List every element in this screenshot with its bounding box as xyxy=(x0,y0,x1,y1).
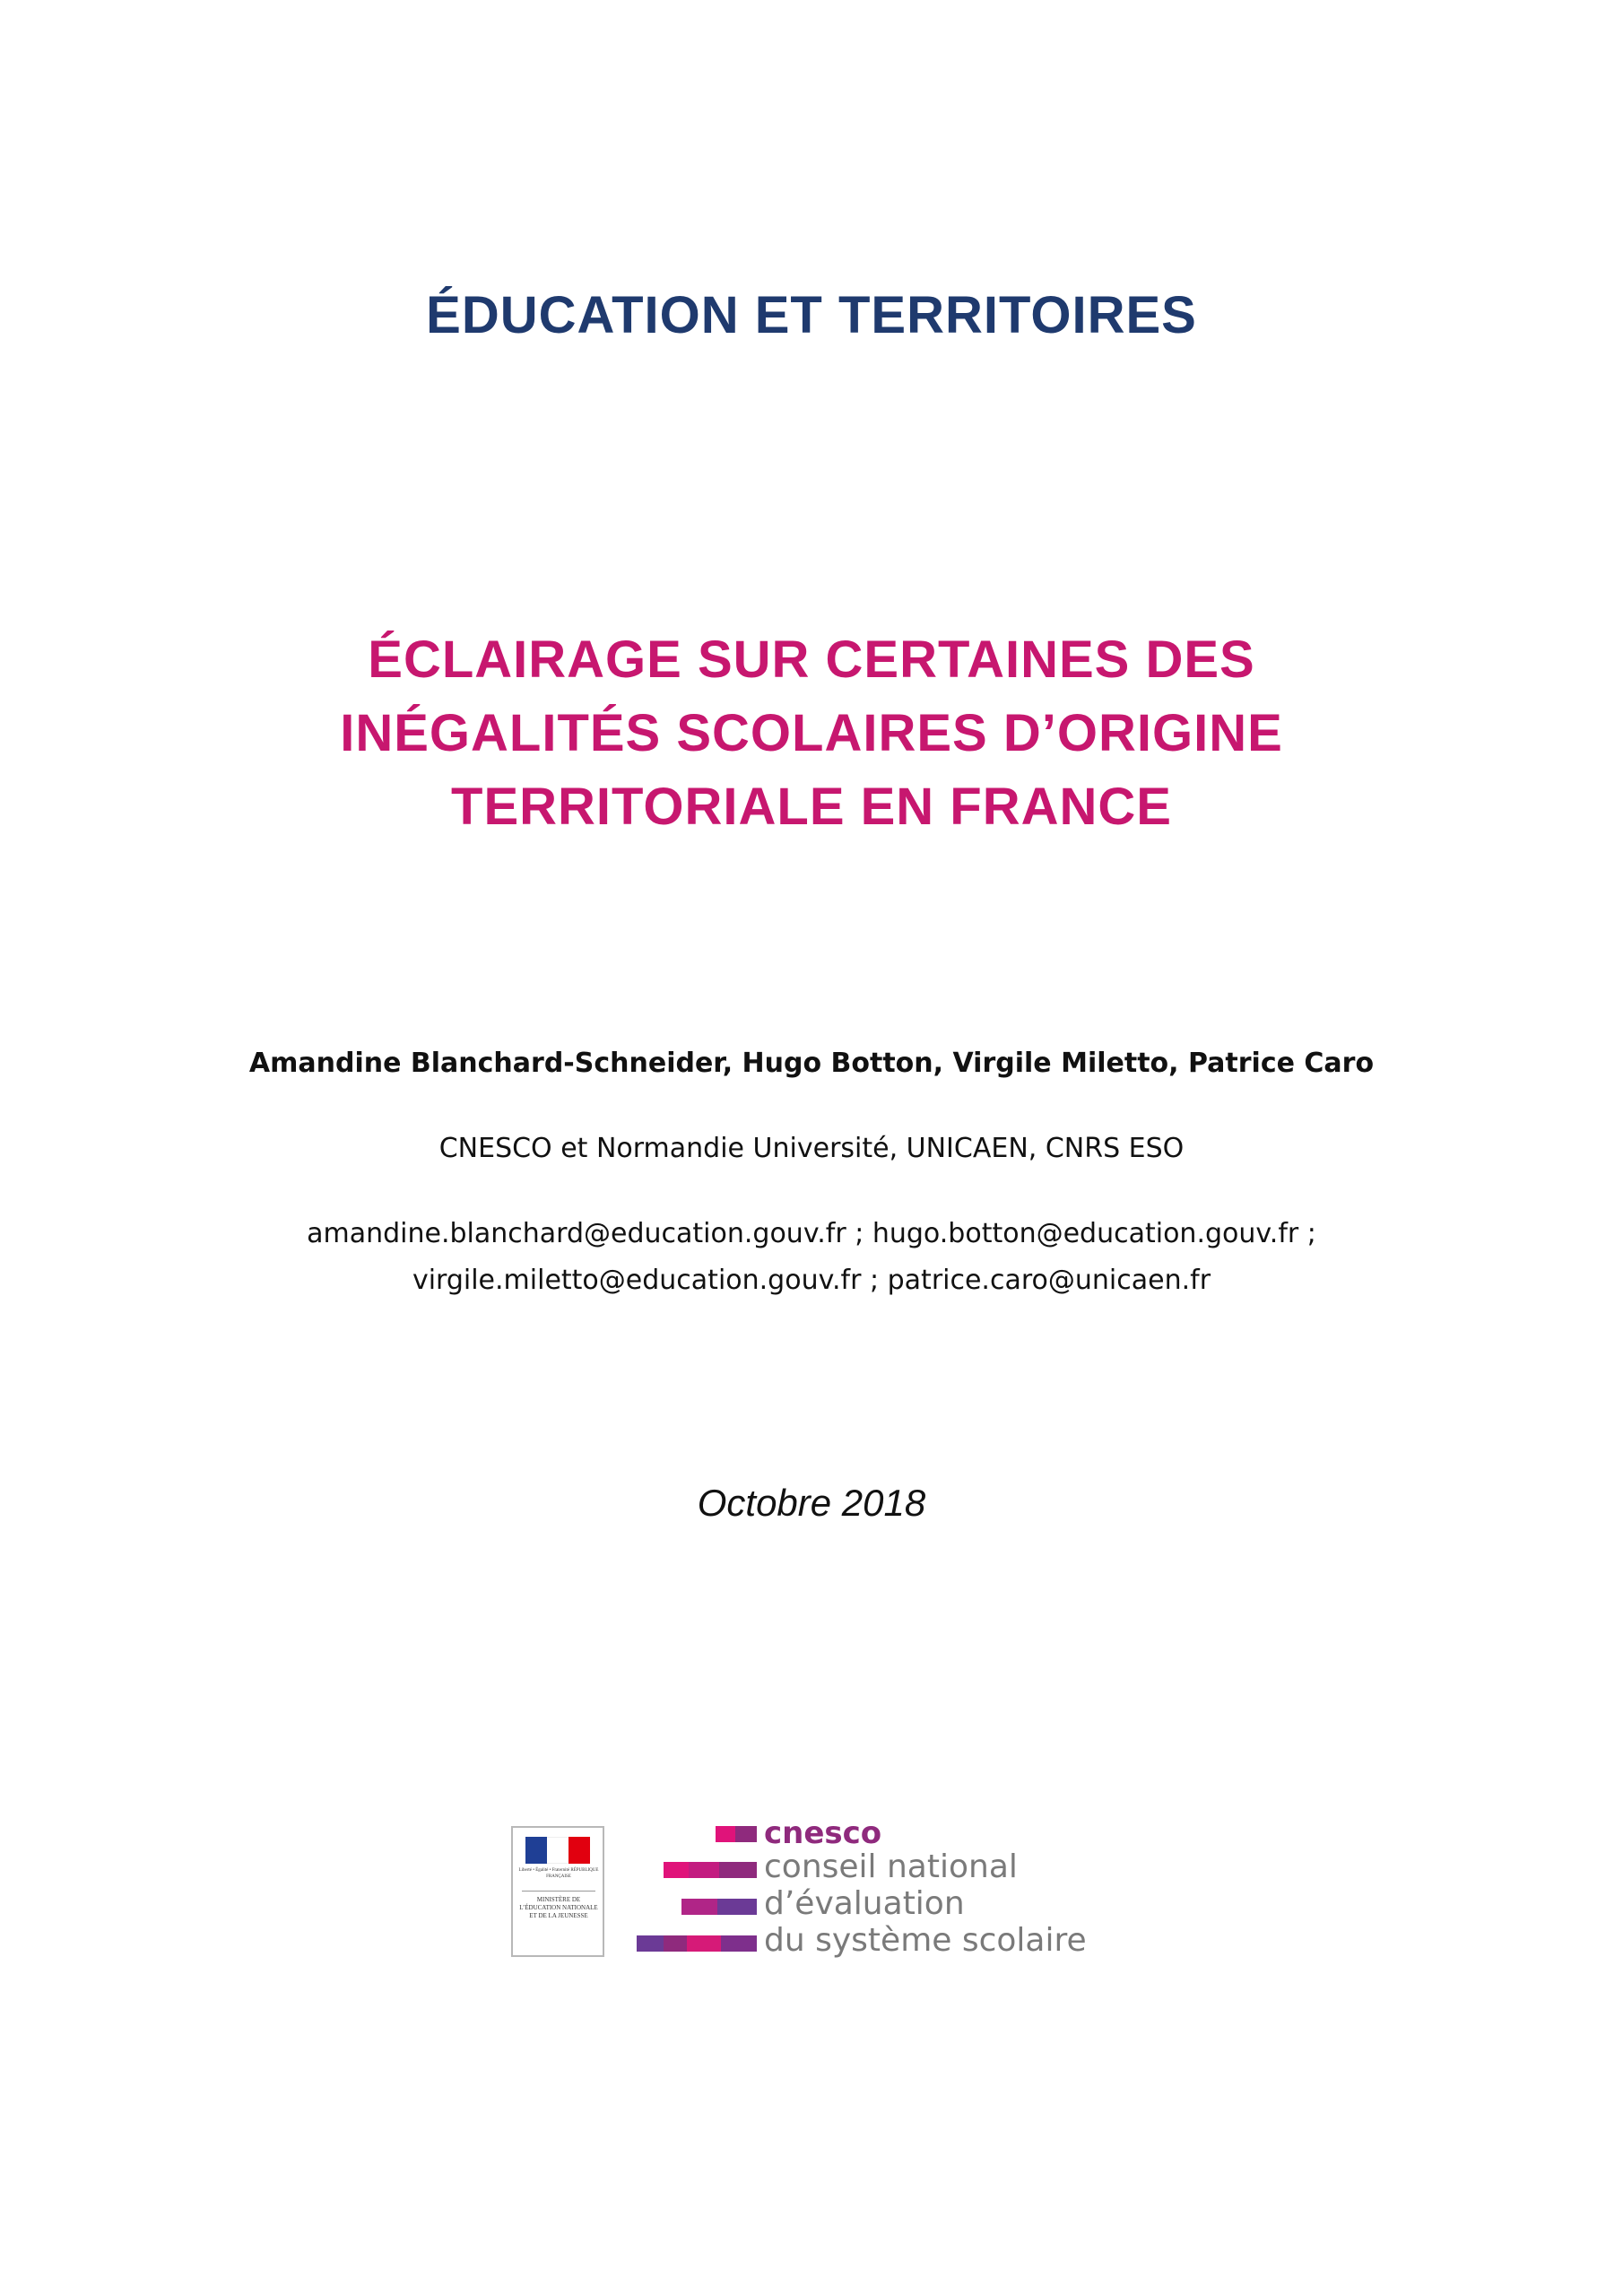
main-title xyxy=(0,623,1623,844)
main-title-line: ÉCLAIRAGE SUR CERTAINES DES xyxy=(368,631,1255,689)
author-emails xyxy=(0,1211,1623,1304)
main-title-line: INÉGALITÉS SCOLAIRES D’ORIGINE xyxy=(340,704,1283,762)
cnesco-logo xyxy=(637,1815,1139,1968)
ministry-motto: Liberté • Égalité • Fraternité RÉPUBLIQUE FRANÇAISE xyxy=(518,1868,599,1879)
cnesco-bar xyxy=(716,1826,735,1842)
cnesco-brand: cnesco xyxy=(764,1815,882,1851)
publication-date: Octobre 2018 xyxy=(697,1482,926,1524)
cnesco-bar xyxy=(719,1862,757,1878)
cnesco-bar xyxy=(735,1826,757,1842)
cnesco-tagline-line: d’évaluation xyxy=(764,1885,965,1922)
cnesco-tagline-line: du système scolaire xyxy=(764,1922,1087,1959)
cnesco-tagline-line: conseil national xyxy=(764,1848,1018,1885)
ministry-name: MINISTÈRE DE L’ÉDUCATION NATIONALE ET DE LA JEUNESSE xyxy=(519,1896,598,1919)
cnesco-bar xyxy=(717,1899,757,1915)
affiliation: CNESCO et Normandie Université, UNICAEN, CNRS ESO xyxy=(438,1133,1185,1164)
authors: Amandine Blanchard-Schneider, Hugo Botton, Virgile Miletto, Patrice Caro xyxy=(248,1048,1375,1079)
main-title-line: TERRITORIALE EN FRANCE xyxy=(451,778,1172,836)
cnesco-bar xyxy=(637,1935,664,1952)
ministry-logo xyxy=(511,1826,604,1957)
cnesco-bar xyxy=(687,1935,721,1952)
emails-line: virgile.miletto@education.gouv.fr ; patrice.caro@unicaen.fr xyxy=(412,1265,1211,1296)
series-title: ÉDUCATION ET TERRITOIRES xyxy=(426,286,1197,344)
cnesco-bar xyxy=(664,1862,689,1878)
emails-line: amandine.blanchard@education.gouv.fr ; hugo.botton@education.gouv.fr ; xyxy=(307,1218,1316,1249)
ministry-divider xyxy=(522,1891,595,1892)
cnesco-bar xyxy=(721,1935,757,1952)
french-flag-icon xyxy=(525,1837,590,1864)
cnesco-bar xyxy=(681,1899,717,1915)
cnesco-bar xyxy=(689,1862,719,1878)
cnesco-bar xyxy=(664,1935,687,1952)
